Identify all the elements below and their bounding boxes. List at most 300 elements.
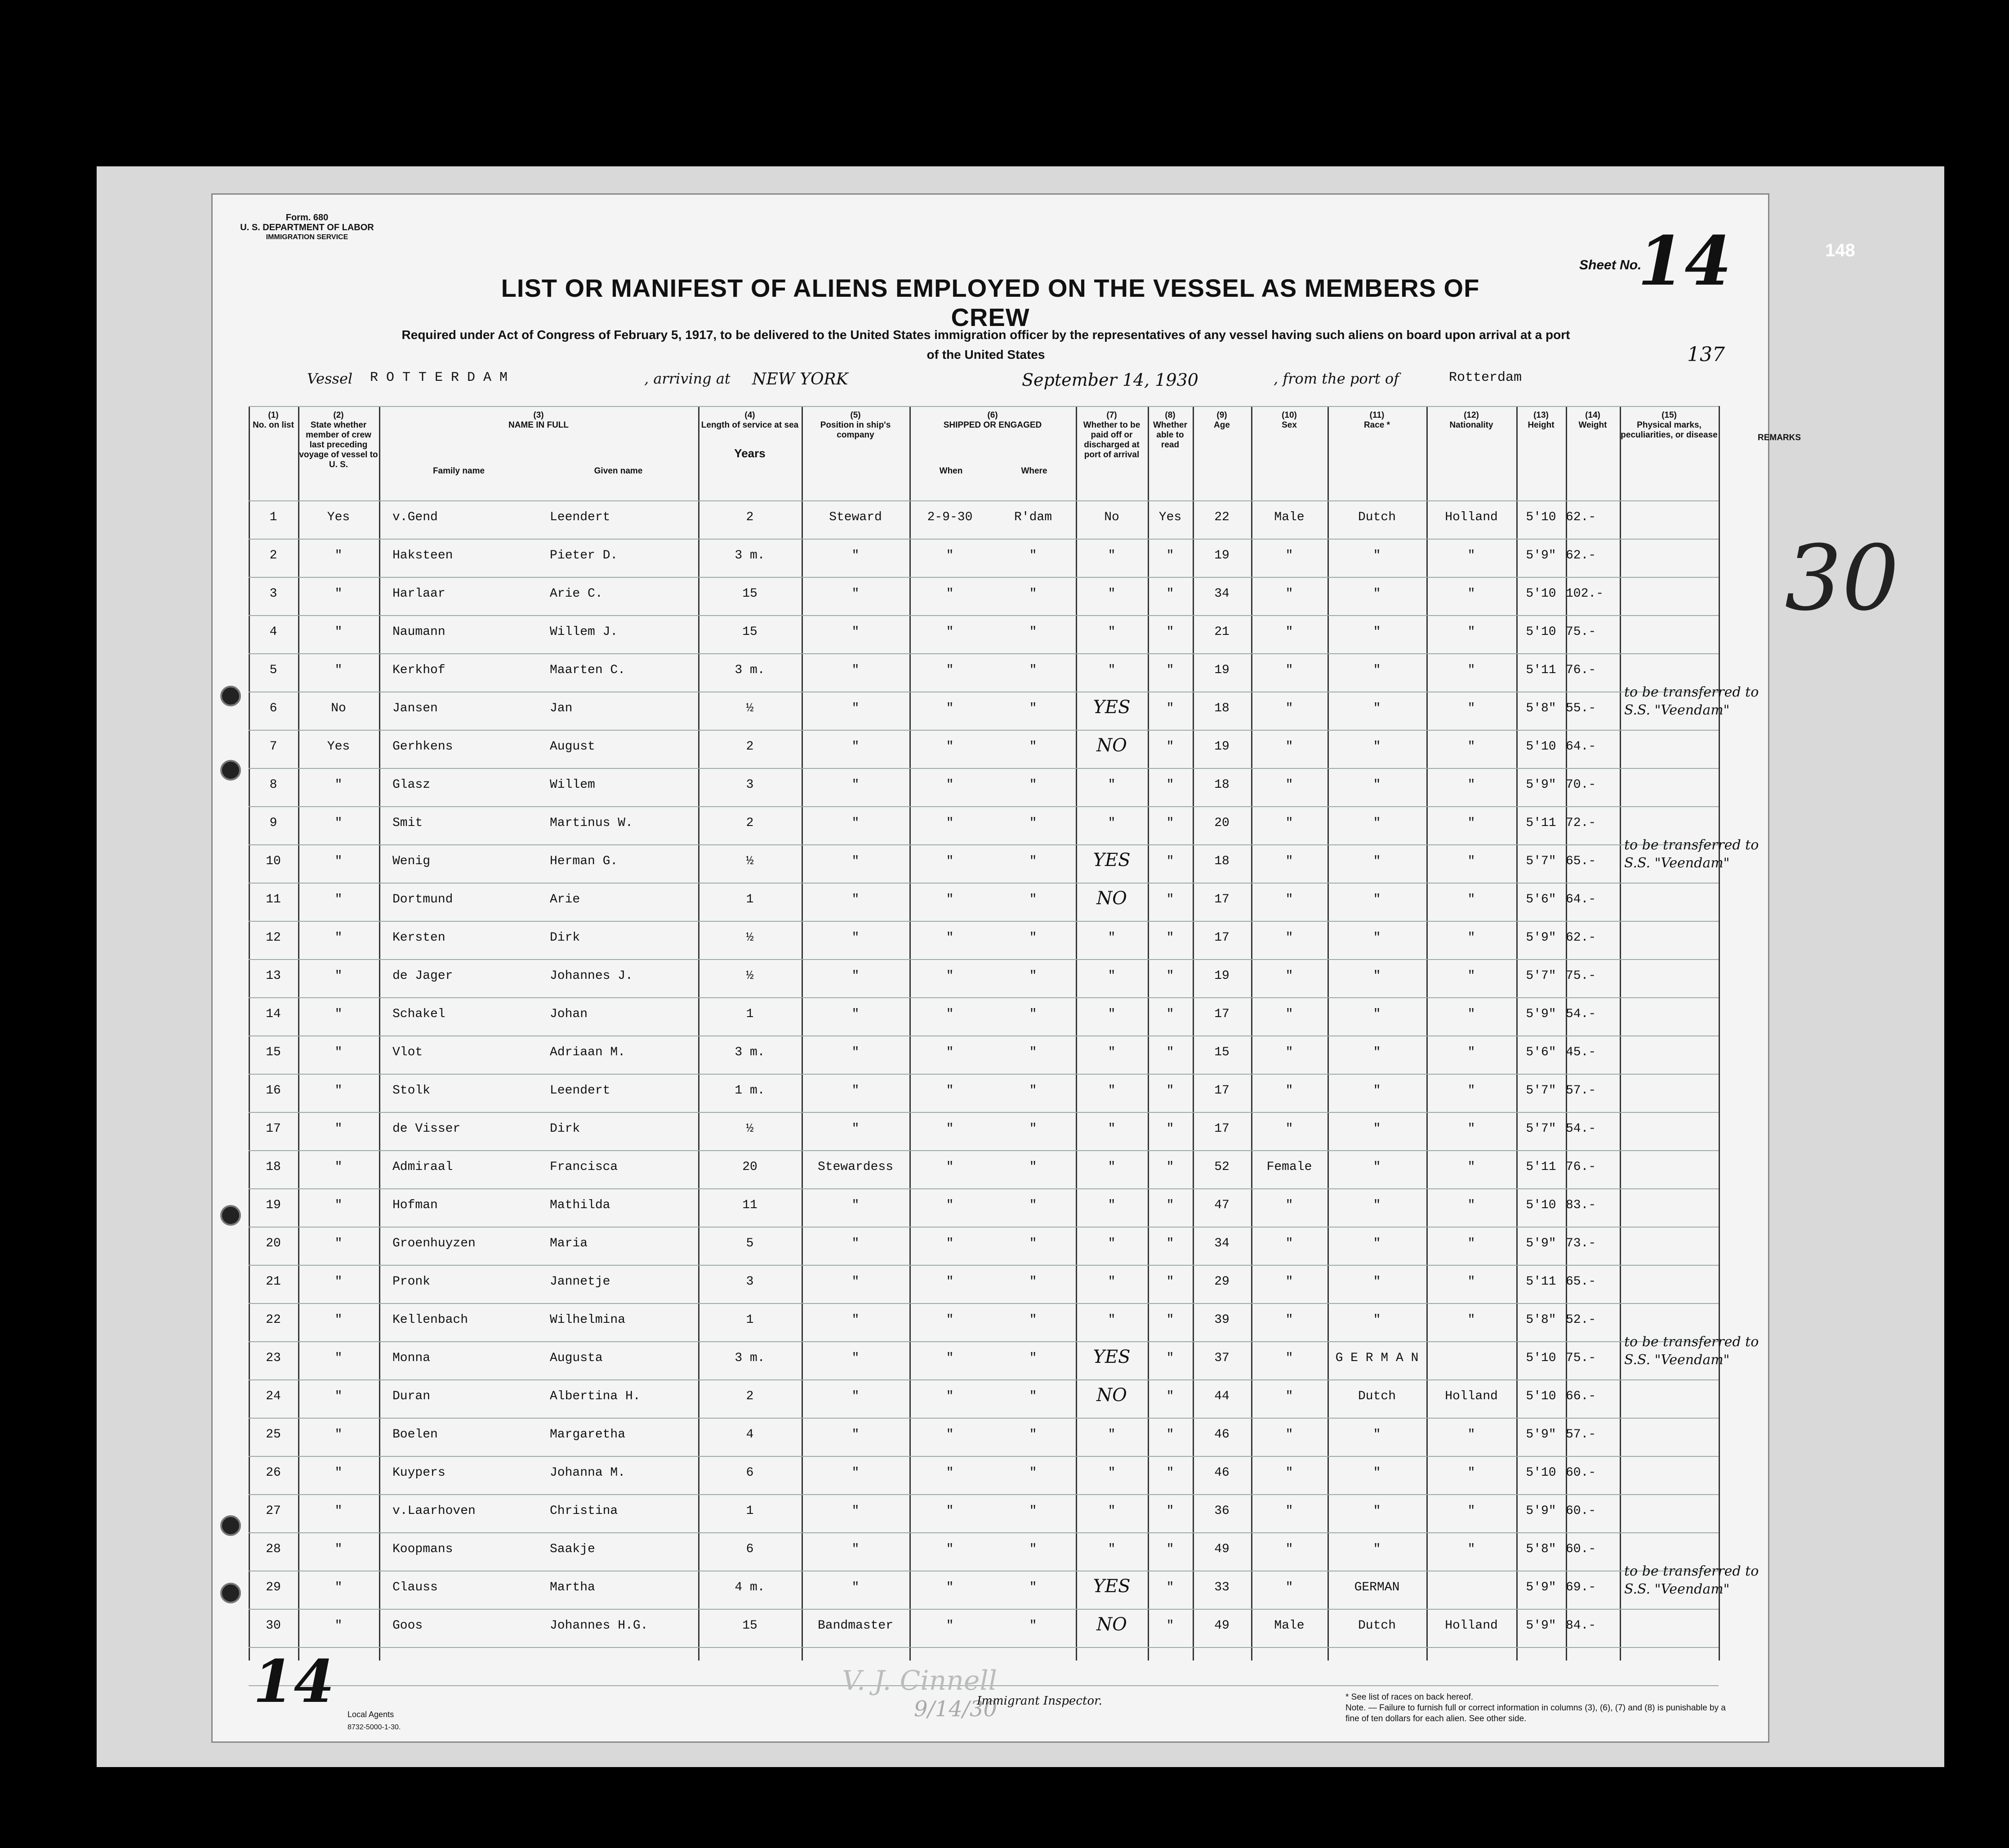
cell-family: Pronk — [392, 1275, 431, 1289]
cell-race: " — [1373, 931, 1381, 945]
cell-paid: " — [1108, 1428, 1116, 1442]
column-label: Sex — [1282, 420, 1297, 430]
cell-where: " — [1029, 1007, 1037, 1021]
cell-prev: " — [334, 1313, 343, 1327]
cell-given: Johan — [550, 1007, 588, 1021]
penalty-note: Note. — Failure to furnish full or correct information in columns (3), (6), (7) and (8) is punishable by a fine of ten dollars for each alien. See other side. — [1345, 1703, 1726, 1723]
row-rule — [249, 1150, 1719, 1151]
cell-service: 1 m. — [735, 1084, 765, 1098]
cell-when: " — [946, 1542, 954, 1556]
cell-position: " — [851, 969, 860, 983]
cell-nat: " — [1467, 587, 1475, 601]
cell-prev: " — [334, 931, 343, 945]
cell-read: " — [1166, 1045, 1174, 1059]
cell-given: Wilhelmina — [550, 1313, 626, 1327]
cell-weight: 60.- — [1566, 1466, 1596, 1480]
cell-position: " — [851, 1084, 860, 1098]
punch-hole — [220, 1205, 241, 1226]
cell-where: " — [1029, 1504, 1037, 1518]
cell-nat: " — [1467, 1236, 1475, 1250]
cell-height: 5'9" — [1526, 549, 1556, 562]
cell-nat: " — [1467, 1045, 1475, 1059]
cell-position: Steward — [829, 510, 882, 524]
column-number: (3) — [533, 411, 544, 420]
cell-position: " — [851, 701, 860, 715]
cell-read: " — [1166, 625, 1174, 639]
row-rule — [249, 500, 1719, 501]
cell-given: Leendert — [550, 510, 610, 524]
cell-weight: 75.- — [1566, 1351, 1596, 1365]
cell-prev: " — [334, 1236, 343, 1250]
margin-note: 30 — [1785, 526, 1899, 631]
cell-service: 11 — [742, 1198, 757, 1212]
cell-prev: " — [334, 816, 343, 830]
cell-age: 17 — [1214, 1122, 1229, 1136]
cell-race: " — [1373, 1084, 1381, 1098]
manifest-sheet — [211, 193, 1801, 1743]
cell-age: 21 — [1214, 625, 1229, 639]
cell-no: 28 — [266, 1542, 281, 1556]
cell-given: Johannes J. — [550, 969, 633, 983]
cell-when: " — [946, 1084, 954, 1098]
cell-sex: " — [1285, 1045, 1293, 1059]
column-header — [1566, 411, 1620, 430]
cell-read: " — [1166, 1198, 1174, 1212]
cell-no: 17 — [266, 1122, 281, 1136]
column-header — [1193, 411, 1251, 430]
cell-paid: " — [1108, 549, 1116, 562]
cell-paid: " — [1108, 969, 1116, 983]
cell-paid: YES — [1093, 1347, 1131, 1367]
column-header — [298, 411, 379, 470]
cell-where: " — [1029, 1466, 1037, 1480]
column-rule — [1620, 406, 1621, 1661]
cell-paid: " — [1108, 1084, 1116, 1098]
cell-age: 15 — [1214, 1045, 1229, 1059]
page-stamp: 148 — [1825, 241, 1855, 260]
cell-nat: Holland — [1445, 1619, 1498, 1633]
cell-weight: 55.- — [1566, 701, 1596, 715]
cell-position: " — [851, 931, 860, 945]
punch-hole — [220, 686, 241, 706]
row-rule — [249, 883, 1719, 884]
column-header — [698, 411, 802, 458]
cell-race: " — [1373, 1007, 1381, 1021]
cell-family: Goos — [392, 1619, 423, 1633]
cell-read: " — [1166, 1542, 1174, 1556]
cell-read: " — [1166, 1580, 1174, 1594]
cell-when: " — [946, 854, 954, 868]
cell-nat: " — [1467, 816, 1475, 830]
cell-no: 25 — [266, 1428, 281, 1442]
cell-when: " — [946, 1466, 954, 1480]
cell-where: " — [1029, 701, 1037, 715]
cell-sex: " — [1285, 701, 1293, 715]
cell-age: 52 — [1214, 1160, 1229, 1174]
row-rule — [249, 539, 1719, 540]
cell-family: Kellenbach — [392, 1313, 468, 1327]
cell-position: " — [851, 1045, 860, 1059]
cell-nat: " — [1467, 625, 1475, 639]
cell-given: Maarten C. — [550, 663, 626, 677]
column-number: (9) — [1216, 411, 1227, 420]
cell-when: " — [946, 1045, 954, 1059]
cell-read: " — [1166, 1160, 1174, 1174]
cell-sex: " — [1285, 1122, 1293, 1136]
cell-age: 19 — [1214, 663, 1229, 677]
arrival-port: NEW YORK — [752, 370, 848, 388]
column-label: Position in ship's company — [820, 420, 891, 440]
cell-weight: 76.- — [1566, 663, 1596, 677]
cell-paid: " — [1108, 1466, 1116, 1480]
cell-age: 20 — [1214, 816, 1229, 830]
cell-prev: " — [334, 1007, 343, 1021]
cell-family: Smit — [392, 816, 423, 830]
cell-service: ½ — [746, 1122, 754, 1136]
footer-sheet-number: 14 — [253, 1647, 334, 1716]
column-header — [1516, 411, 1566, 430]
cell-sex: Female — [1266, 1160, 1312, 1174]
cell-nat: " — [1467, 854, 1475, 868]
cell-age: 19 — [1214, 740, 1229, 754]
cell-no: 16 — [266, 1084, 281, 1098]
cell-weight: 60.- — [1566, 1504, 1596, 1518]
cell-paid: NO — [1096, 1385, 1127, 1406]
cell-height: 5'10 — [1526, 1198, 1556, 1212]
cell-prev: " — [334, 1084, 343, 1098]
cell-age: 46 — [1214, 1428, 1229, 1442]
cell-nat: " — [1467, 1313, 1475, 1327]
form-number: Form. 680 — [285, 213, 329, 223]
cell-where: " — [1029, 1084, 1037, 1098]
sheet-label: Sheet No. — [1579, 258, 1642, 272]
cell-remark: to be transferred to S.S. "Veendam" — [1624, 1563, 1759, 1597]
cell-age: 46 — [1214, 1466, 1229, 1480]
cell-age: 22 — [1214, 510, 1229, 524]
cell-where: " — [1029, 816, 1037, 830]
cell-weight: 60.- — [1566, 1542, 1596, 1556]
column-header — [1148, 411, 1193, 450]
cell-sex: " — [1285, 1580, 1293, 1594]
cell-race: " — [1373, 1428, 1381, 1442]
column-label: Race * — [1363, 420, 1390, 430]
cell-nat: " — [1467, 893, 1475, 906]
cell-read: " — [1166, 893, 1174, 906]
cell-sex: " — [1285, 969, 1293, 983]
cell-when: " — [946, 1580, 954, 1594]
cell-no: 6 — [269, 701, 277, 715]
cell-when: " — [946, 740, 954, 754]
cell-no: 27 — [266, 1504, 281, 1518]
cell-no: 13 — [266, 969, 281, 983]
cell-height: 5'10 — [1526, 1466, 1556, 1480]
column-header — [1251, 411, 1327, 430]
cell-prev: " — [334, 1122, 343, 1136]
cell-service: 6 — [746, 1466, 754, 1480]
cell-family: Stolk — [392, 1084, 431, 1098]
cell-sex: " — [1285, 740, 1293, 754]
cell-where: " — [1029, 893, 1037, 906]
cell-nat: " — [1467, 1160, 1475, 1174]
cell-paid: " — [1108, 1504, 1116, 1518]
cell-paid: " — [1108, 778, 1116, 792]
cell-where: " — [1029, 549, 1037, 562]
cell-weight: 75.- — [1566, 969, 1596, 983]
cell-when: " — [946, 969, 954, 983]
cell-prev: Yes — [327, 740, 350, 754]
cell-family: Monna — [392, 1351, 431, 1365]
cell-family: Dortmund — [392, 893, 453, 906]
column-header — [909, 411, 1076, 476]
cell-service: ½ — [746, 931, 754, 945]
cell-where: " — [1029, 1351, 1037, 1365]
column-subheader: Family name — [432, 466, 485, 476]
cell-weight: 62.- — [1566, 510, 1596, 524]
cell-nat: Holland — [1445, 510, 1498, 524]
cell-given: Johannes H.G. — [550, 1619, 648, 1633]
cell-given: Dirk — [550, 931, 580, 945]
cell-race: " — [1373, 1122, 1381, 1136]
row-rule — [249, 1112, 1719, 1113]
cell-no: 4 — [269, 625, 277, 639]
cell-no: 12 — [266, 931, 281, 945]
cell-service: 15 — [742, 1619, 757, 1633]
cell-given: Adriaan M. — [550, 1045, 626, 1059]
cell-no: 10 — [266, 854, 281, 868]
cell-no: 11 — [266, 893, 281, 906]
cell-service: ½ — [746, 854, 754, 868]
cell-weight: 73.- — [1566, 1236, 1596, 1250]
cell-given: Johanna M. — [550, 1466, 626, 1480]
cell-nat: " — [1467, 549, 1475, 562]
column-rule — [379, 406, 380, 1661]
cell-prev: " — [334, 1389, 343, 1403]
cell-when: " — [946, 1389, 954, 1403]
cell-no: 29 — [266, 1580, 281, 1594]
cell-age: 18 — [1214, 778, 1229, 792]
cell-when: 2-9-30 — [927, 510, 973, 524]
cell-weight: 52.- — [1566, 1313, 1596, 1327]
column-unit: Years — [734, 446, 766, 460]
cell-given: Pieter D. — [550, 549, 618, 562]
cell-service: 3 m. — [735, 549, 765, 562]
vessel-line — [307, 370, 1611, 397]
cell-read: " — [1166, 1084, 1174, 1098]
cell-age: 49 — [1214, 1542, 1229, 1556]
cell-height: 5'9" — [1526, 1580, 1556, 1594]
cell-weight: 62.- — [1566, 549, 1596, 562]
cell-age: 17 — [1214, 1084, 1229, 1098]
cell-read: Yes — [1158, 510, 1182, 524]
cell-age: 29 — [1214, 1275, 1229, 1289]
cell-height: 5'8" — [1526, 1313, 1556, 1327]
cell-paid: No — [1104, 510, 1119, 524]
cell-when: " — [946, 1351, 954, 1365]
column-label: Age — [1214, 420, 1230, 430]
cell-paid: " — [1108, 1542, 1116, 1556]
cell-read: " — [1166, 1122, 1174, 1136]
cell-age: 39 — [1214, 1313, 1229, 1327]
cell-nat: " — [1467, 1198, 1475, 1212]
cell-nat: " — [1467, 1007, 1475, 1021]
row-rule — [249, 1379, 1719, 1380]
cell-no: 7 — [269, 740, 277, 754]
column-header — [1728, 433, 1831, 443]
cell-position: " — [851, 854, 860, 868]
cell-paid: YES — [1093, 850, 1131, 870]
row-rule — [249, 768, 1719, 769]
cell-position: " — [851, 1351, 860, 1365]
column-label: Whether able to read — [1153, 420, 1187, 450]
cell-sex: " — [1285, 893, 1293, 906]
column-number: (6) — [987, 411, 998, 420]
punch-hole — [220, 1583, 241, 1603]
cell-sex: " — [1285, 854, 1293, 868]
cell-where: R'dam — [1014, 510, 1052, 524]
cell-position: " — [851, 1428, 860, 1442]
cell-given: Christina — [550, 1504, 618, 1518]
cell-age: 37 — [1214, 1351, 1229, 1365]
cell-nat: " — [1467, 1275, 1475, 1289]
cell-paid: " — [1108, 587, 1116, 601]
cell-height: 5'8" — [1526, 701, 1556, 715]
column-number: (14) — [1585, 411, 1600, 420]
cell-nat: " — [1467, 740, 1475, 754]
races-note: * See list of races on back hereof. — [1345, 1692, 1474, 1702]
cell-sex: " — [1285, 778, 1293, 792]
cell-sex: " — [1285, 1389, 1293, 1403]
cell-weight: 65.- — [1566, 854, 1596, 868]
cell-when: " — [946, 1275, 954, 1289]
cell-weight: 57.- — [1566, 1084, 1596, 1098]
column-number: (11) — [1369, 411, 1385, 420]
cell-family: Jansen — [392, 701, 438, 715]
cell-service: 15 — [742, 625, 757, 639]
cell-no: 8 — [269, 778, 277, 792]
form-header — [213, 213, 401, 242]
cell-read: " — [1166, 663, 1174, 677]
vessel-name: R O T T E R D A M — [370, 370, 508, 385]
cell-position: " — [851, 1504, 860, 1518]
page-number-handwritten: 137 — [1687, 343, 1725, 366]
cell-paid: " — [1108, 1313, 1116, 1327]
cell-where: " — [1029, 1542, 1037, 1556]
cell-age: 33 — [1214, 1580, 1229, 1594]
cell-weight: 54.- — [1566, 1122, 1596, 1136]
cell-position: " — [851, 663, 860, 677]
cell-race: " — [1373, 625, 1381, 639]
cell-family: Admiraal — [392, 1160, 453, 1174]
row-rule — [249, 577, 1719, 578]
cell-where: " — [1029, 1619, 1037, 1633]
cell-sex: " — [1285, 816, 1293, 830]
cell-position: Stewardess — [817, 1160, 894, 1174]
cell-age: 49 — [1214, 1619, 1229, 1633]
cell-nat: " — [1467, 778, 1475, 792]
cell-where: " — [1029, 1313, 1037, 1327]
cell-race: " — [1373, 1504, 1381, 1518]
cell-service: 4 m. — [735, 1580, 765, 1594]
cell-sex: " — [1285, 1542, 1293, 1556]
cell-family: Kerkhof — [392, 663, 445, 677]
cell-read: " — [1166, 1428, 1174, 1442]
column-number: (15) — [1662, 411, 1677, 420]
cell-given: Arie C. — [550, 587, 603, 601]
cell-when: " — [946, 1236, 954, 1250]
cell-service: 1 — [746, 1504, 754, 1518]
cell-given: Francisca — [550, 1160, 618, 1174]
cell-service: 5 — [746, 1236, 754, 1250]
department: U. S. DEPARTMENT OF LABOR — [240, 223, 374, 232]
cell-read: " — [1166, 1313, 1174, 1327]
cell-sex: " — [1285, 1313, 1293, 1327]
cell-race: " — [1373, 854, 1381, 868]
cell-when: " — [946, 1428, 954, 1442]
cell-family: Hofman — [392, 1198, 438, 1212]
cell-weight: 72.- — [1566, 816, 1596, 830]
cell-given: Martha — [550, 1580, 595, 1594]
cell-when: " — [946, 625, 954, 639]
column-number: (4) — [744, 411, 755, 420]
cell-service: 15 — [742, 587, 757, 601]
page-title: LIST OR MANIFEST OF ALIENS EMPLOYED ON THE VESSEL AS MEMBERS OF CREW — [501, 274, 1480, 331]
cell-age: 19 — [1214, 549, 1229, 562]
cell-prev: " — [334, 1428, 343, 1442]
cell-age: 18 — [1214, 854, 1229, 868]
cell-age: 34 — [1214, 587, 1229, 601]
cell-no: 18 — [266, 1160, 281, 1174]
column-number: (13) — [1533, 411, 1549, 420]
cell-service: 3 — [746, 778, 754, 792]
cell-position: " — [851, 778, 860, 792]
column-label: Whether to be paid off or discharged at port of arrival — [1083, 420, 1140, 460]
cell-age: 17 — [1214, 1007, 1229, 1021]
cell-given: Jan — [550, 701, 573, 715]
cell-family: Wenig — [392, 854, 431, 868]
cell-when: " — [946, 816, 954, 830]
cell-sex: " — [1285, 1504, 1293, 1518]
cell-family: de Visser — [392, 1122, 461, 1136]
cell-paid: " — [1108, 1198, 1116, 1212]
subtitle-line-1: Required under Act of Congress of February 5, 1917, to be delivered to the United States immigration officer by the representatives of any vessel having such aliens on board upon arrival at a port — [401, 328, 1570, 342]
cell-sex: " — [1285, 931, 1293, 945]
cell-nat: " — [1467, 1466, 1475, 1480]
cell-read: " — [1166, 816, 1174, 830]
row-rule — [249, 406, 1719, 407]
column-subheaders — [379, 466, 698, 476]
cell-where: " — [1029, 1428, 1037, 1442]
agent-label: Local Agents — [347, 1710, 394, 1719]
column-subheader: Given name — [594, 466, 643, 476]
cell-no: 23 — [266, 1351, 281, 1365]
cell-given: Arie — [550, 893, 580, 906]
cell-prev: " — [334, 1275, 343, 1289]
column-label: No. on list — [253, 420, 294, 430]
cell-read: " — [1166, 1007, 1174, 1021]
cell-position: " — [851, 816, 860, 830]
cell-where: " — [1029, 663, 1037, 677]
cell-remark: to be transferred to S.S. "Veendam" — [1624, 837, 1759, 871]
cell-read: " — [1166, 1236, 1174, 1250]
cell-sex: " — [1285, 663, 1293, 677]
cell-weight: 64.- — [1566, 893, 1596, 906]
cell-height: 5'7" — [1526, 1122, 1556, 1136]
cell-height: 5'7" — [1526, 854, 1556, 868]
cell-service: 1 — [746, 1313, 754, 1327]
row-rule — [249, 806, 1719, 807]
cell-prev: " — [334, 549, 343, 562]
cell-paid: NO — [1096, 888, 1127, 909]
